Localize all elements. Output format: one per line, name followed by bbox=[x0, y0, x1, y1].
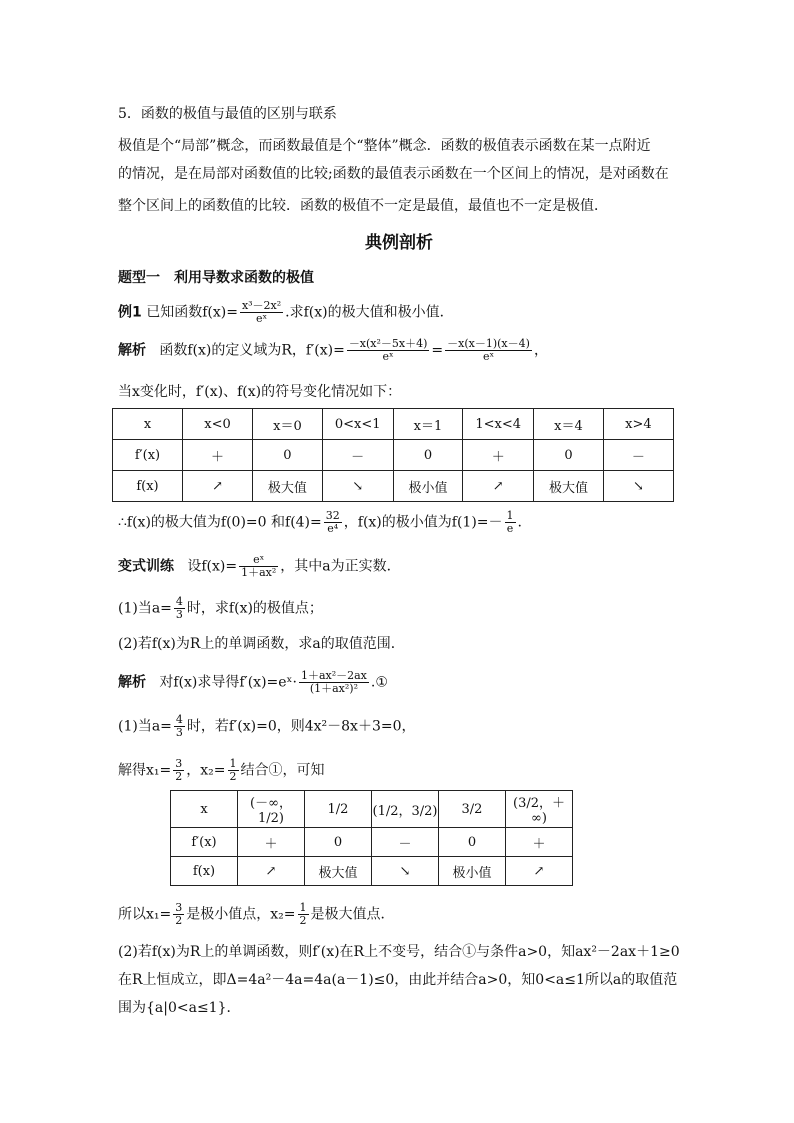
l2-pre: 解得x₁= bbox=[118, 762, 172, 779]
table-cell: x bbox=[113, 409, 183, 440]
solution2-pre: 对f(x)求导得f′(x)=eˣ· bbox=[159, 674, 297, 691]
solution-2 bbox=[118, 670, 388, 695]
variant-label: 变式训练 bbox=[118, 558, 174, 575]
q1-post: 时，求f(x)的极值点； bbox=[186, 600, 323, 617]
table-cell: － bbox=[322, 440, 393, 471]
table-cell: 极大值 bbox=[305, 857, 372, 886]
fraction-denominator: 2 bbox=[175, 914, 183, 927]
c2-pre: 所以x₁= bbox=[118, 906, 172, 923]
table-cell: (－∞，1/2) bbox=[238, 791, 305, 828]
fraction-numerator: 3 bbox=[175, 901, 183, 914]
table-cell: ↗ bbox=[463, 471, 534, 502]
part-2-line-1: (2)若f(x)为R上的单调函数，则f′(x)在R上不变号，结合①与条件a>0，知ax²－2ax＋1≥0 bbox=[118, 944, 680, 960]
c2-post: 是极大值点． bbox=[310, 906, 395, 923]
table-cell: ↗ bbox=[182, 471, 252, 502]
min-value-fraction bbox=[505, 510, 516, 535]
section-heading: 典例剖析 bbox=[365, 233, 433, 253]
q1-pre: (1)当a= bbox=[118, 600, 172, 617]
table-cell: 1/2 bbox=[305, 791, 372, 828]
table-row bbox=[113, 471, 674, 502]
fraction-denominator: 1＋ax² bbox=[241, 566, 277, 579]
table-cell: ＋ bbox=[463, 440, 534, 471]
variant-question-2: (2)若f(x)为R上的单调函数，求a的取值范围． bbox=[118, 636, 405, 652]
table-cell: － bbox=[603, 440, 673, 471]
solution-tail: ， bbox=[533, 342, 548, 359]
table-row bbox=[113, 440, 674, 471]
table-cell: ↗ bbox=[506, 857, 573, 886]
table-row bbox=[171, 857, 573, 886]
table-cell: x>4 bbox=[603, 409, 673, 440]
table-cell: (1/2，3/2) bbox=[372, 791, 439, 828]
table-cell: f(x) bbox=[171, 857, 238, 886]
table-cell: ↗ bbox=[238, 857, 305, 886]
c2-fraction-1 bbox=[173, 902, 184, 927]
table-cell: 极小值 bbox=[393, 471, 463, 502]
table-cell: x＝4 bbox=[534, 409, 604, 440]
fraction-numerator: 1＋ax²－2ax bbox=[300, 669, 367, 682]
conclusion-end: . bbox=[517, 514, 522, 531]
table-cell: x<0 bbox=[182, 409, 252, 440]
table-cell: 0<x<1 bbox=[322, 409, 393, 440]
fraction-numerator: 1 bbox=[299, 901, 307, 914]
fraction-denominator: 2 bbox=[229, 770, 237, 783]
type-1-title: 题型一 利用导数求函数的极值 bbox=[118, 270, 314, 286]
table-cell: ↘ bbox=[322, 471, 393, 502]
fraction-numerator: －x(x－1)(x－4) bbox=[447, 337, 530, 350]
x2-fraction bbox=[228, 758, 239, 783]
l1-pre: (1)当a= bbox=[118, 718, 172, 735]
section-5-para-2: 的情况，是在局部对函数值的比较;函数的最值表示函数在一个区间上的情况，是对函数在 bbox=[118, 166, 669, 182]
fraction-denominator: (1＋ax²)² bbox=[309, 682, 358, 695]
table-cell: x bbox=[171, 791, 238, 828]
table-cell: ＋ bbox=[506, 828, 573, 857]
table-cell: 极大值 bbox=[253, 471, 323, 502]
table-cell: 0 bbox=[439, 828, 506, 857]
fraction-denominator: e bbox=[506, 522, 514, 535]
table-cell: 极大值 bbox=[534, 471, 604, 502]
table-cell: 0 bbox=[253, 440, 323, 471]
fraction-numerator: eˣ bbox=[239, 554, 278, 567]
l2-post: 结合①，可知 bbox=[240, 762, 325, 779]
table-cell: 3/2 bbox=[439, 791, 506, 828]
c2-mid: 是极小值点，x₂= bbox=[186, 906, 296, 923]
section-5-para-3: 整个区间上的函数值的比较．函数的极值不一定是最值，最值也不一定是极值． bbox=[118, 198, 608, 214]
derivative-fraction-1 bbox=[347, 338, 430, 363]
example-fraction bbox=[240, 300, 283, 325]
variant-fraction bbox=[239, 554, 278, 579]
conclusion-1 bbox=[118, 510, 522, 535]
l1-fraction bbox=[174, 714, 185, 739]
table-cell: 0 bbox=[393, 440, 463, 471]
solution-text-pre: 函数f(x)的定义域为R，f′(x)= bbox=[159, 342, 345, 359]
solution-1-line-2: 当x变化时，f′(x)、f(x)的符号变化情况如下： bbox=[118, 384, 402, 400]
example-1 bbox=[118, 300, 454, 325]
l1-post: 时，若f′(x)=0，则4x²－8x＋3=0， bbox=[186, 718, 416, 735]
fraction-numerator: 32 bbox=[325, 509, 340, 522]
fraction-denominator: eˣ bbox=[482, 350, 495, 363]
solution-label: 解析 bbox=[118, 342, 146, 359]
fraction-numerator: －x(x²－5x＋4) bbox=[348, 337, 428, 350]
table-cell: ↘ bbox=[603, 471, 673, 502]
fraction-denominator: 3 bbox=[175, 726, 183, 739]
section-5-title: 5．函数的极值与最值的区别与联系 bbox=[118, 106, 337, 122]
table-row bbox=[171, 828, 573, 857]
conclusion-2 bbox=[118, 902, 395, 927]
part-2-line-2: 在R上恒成立，即Δ=4a²－4a=4a(a－1)≤0，由此并结合a>0，知0<a≤1所以a的取值范 bbox=[118, 972, 678, 988]
variant-question-1 bbox=[118, 596, 323, 621]
fraction-denominator: eˣ bbox=[255, 312, 268, 325]
sign-table-1 bbox=[112, 408, 674, 502]
equals-sign: = bbox=[431, 342, 444, 359]
table-cell: 0 bbox=[534, 440, 604, 471]
table-cell: ＋ bbox=[182, 440, 252, 471]
conclusion-mid: ，f(x)的极小值为f(1)=－ bbox=[343, 514, 503, 531]
table-cell: 1<x<4 bbox=[463, 409, 534, 440]
table-cell: f′(x) bbox=[171, 828, 238, 857]
table-cell: f′(x) bbox=[113, 440, 183, 471]
example-text-post: .求f(x)的极大值和极小值． bbox=[285, 304, 454, 321]
q1-fraction bbox=[174, 596, 185, 621]
max-value-fraction bbox=[324, 510, 342, 535]
table-cell: 0 bbox=[305, 828, 372, 857]
fraction-numerator: 3 bbox=[175, 757, 183, 770]
table-row bbox=[113, 409, 674, 440]
table-cell: 极小值 bbox=[439, 857, 506, 886]
l2-mid: ，x₂= bbox=[186, 762, 226, 779]
section-5-para-1: 极值是个“局部”概念，而函数最值是个“整体”概念．函数的极值表示函数在某一点附近 bbox=[118, 138, 651, 154]
solution-2-line-1 bbox=[118, 714, 416, 739]
table-cell: (3/2，＋∞) bbox=[506, 791, 573, 828]
solution-label: 解析 bbox=[118, 674, 146, 691]
c2-fraction-2 bbox=[298, 902, 309, 927]
example-text-pre: 已知函数 bbox=[146, 304, 203, 321]
example-fx: f(x)= bbox=[202, 304, 238, 321]
table-cell: f(x) bbox=[113, 471, 183, 502]
fraction-denominator: e⁴ bbox=[327, 522, 339, 535]
fraction-numerator: 4 bbox=[175, 713, 183, 726]
sign-table-2 bbox=[170, 790, 573, 886]
table-row bbox=[171, 791, 573, 828]
variant-pre: 设f(x)= bbox=[187, 558, 238, 575]
table-cell: － bbox=[372, 828, 439, 857]
solution-2-line-2 bbox=[118, 758, 325, 783]
fraction-denominator: 2 bbox=[299, 914, 307, 927]
fraction-numerator: x³－2x² bbox=[241, 299, 282, 312]
fraction-numerator: 1 bbox=[229, 757, 237, 770]
variant-post: ，其中a为正实数． bbox=[280, 558, 401, 575]
variant-exercise bbox=[118, 554, 401, 579]
derivative-fraction-2 bbox=[445, 338, 532, 363]
fraction-denominator: 2 bbox=[175, 770, 183, 783]
table-cell: x＝1 bbox=[393, 409, 463, 440]
table-cell: ＋ bbox=[238, 828, 305, 857]
table-cell: x＝0 bbox=[253, 409, 323, 440]
example-label: 例1 bbox=[118, 304, 142, 321]
part-2-line-3: 围为{a|0<a≤1}． bbox=[118, 1000, 241, 1016]
derivative-fraction bbox=[299, 670, 369, 695]
conclusion-pre: ∴f(x)的极大值为f(0)=0 和f(4)= bbox=[118, 514, 322, 531]
fraction-denominator: eˣ bbox=[382, 350, 394, 363]
solution2-post: .① bbox=[370, 674, 388, 691]
fraction-denominator: 3 bbox=[175, 608, 183, 621]
solution-1 bbox=[118, 338, 548, 363]
x1-fraction bbox=[173, 758, 184, 783]
fraction-numerator: 4 bbox=[175, 595, 183, 608]
table-cell: ↘ bbox=[372, 857, 439, 886]
fraction-numerator: 1 bbox=[506, 509, 514, 522]
